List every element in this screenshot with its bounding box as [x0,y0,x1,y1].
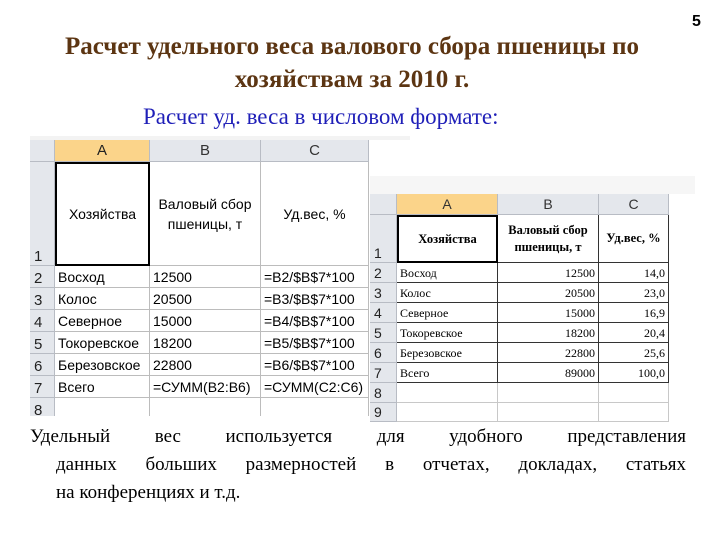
row-header[interactable]: 3 [30,288,55,310]
table-cell[interactable] [599,383,669,403]
table-cell[interactable]: 15000 [498,303,599,323]
table-cell[interactable]: Колос [397,283,498,303]
slide-subtitle: Расчет уд. веса в числовом формате: [143,104,499,129]
table-cell[interactable]: Хозяйства [55,162,150,266]
table-cell[interactable]: 22800 [150,354,261,376]
table-cell[interactable]: Северное [55,310,150,332]
table-cell[interactable]: =B3/$B$7*100 [261,288,369,310]
table-cell[interactable]: =B6/$B$7*100 [261,354,369,376]
table-cell[interactable] [150,398,261,416]
table-cell[interactable]: =СУММ(B2:B6) [150,376,261,398]
select-all-corner[interactable] [30,140,55,162]
table-cell[interactable] [261,398,369,416]
table-cell[interactable] [498,403,599,422]
column-header-c[interactable]: C [261,140,369,162]
row-header[interactable]: 2 [30,266,55,288]
column-header-b[interactable]: B [150,140,261,162]
page-number: 5 [692,13,701,30]
row-header[interactable]: 1 [30,162,55,266]
body-line: данных больших размерностей в отчетах, докладах, статьях [56,454,686,475]
column-header-a[interactable]: A [55,140,150,162]
table-cell[interactable]: =B4/$B$7*100 [261,310,369,332]
row-header[interactable]: 6 [30,354,55,376]
select-all-corner[interactable] [370,194,397,215]
column-header-c[interactable]: C [599,194,669,215]
table-cell[interactable]: 16,9 [599,303,669,323]
row-header[interactable]: 4 [370,303,397,323]
row-header[interactable]: 8 [30,398,55,416]
row-header[interactable]: 1 [370,215,397,263]
row-header[interactable]: 2 [370,263,397,283]
table-cell[interactable]: =СУММ(C2:C6) [261,376,369,398]
table-cell[interactable] [397,403,498,422]
table-cell[interactable]: Березовское [55,354,150,376]
table-cell[interactable] [498,383,599,403]
row-header[interactable]: 4 [30,310,55,332]
table-cell[interactable]: 20500 [498,283,599,303]
table-cell[interactable]: Токоревское [55,332,150,354]
row-header[interactable]: 9 [370,403,397,422]
table-cell[interactable] [397,383,498,403]
formula-spreadsheet [30,136,410,416]
table-cell[interactable]: 23,0 [599,283,669,303]
table-cell[interactable]: 22800 [498,343,599,363]
table-cell[interactable]: 12500 [498,263,599,283]
row-header[interactable]: 3 [370,283,397,303]
column-header-b[interactable]: B [498,194,599,215]
row-header[interactable]: 7 [370,363,397,383]
table-cell[interactable]: Восход [55,266,150,288]
table-cell[interactable]: Колос [55,288,150,310]
column-header-a[interactable]: A [397,194,498,215]
table-cell[interactable]: Валовый сбор пшеницы, т [150,162,261,266]
table-cell[interactable]: 14,0 [599,263,669,283]
body-paragraph [30,423,686,507]
table-cell[interactable]: 18200 [150,332,261,354]
slide-title: Расчет удельного веса валового сбора пшеницы по хозяйствам за 2010 г. [64,33,640,93]
row-header[interactable]: 5 [370,323,397,343]
table-cell[interactable]: 12500 [150,266,261,288]
row-header[interactable]: 5 [30,332,55,354]
table-cell[interactable]: =B2/$B$7*100 [261,266,369,288]
table-cell[interactable]: =B5/$B$7*100 [261,332,369,354]
table-cell[interactable]: 18200 [498,323,599,343]
table-cell[interactable] [599,403,669,422]
row-header[interactable]: 6 [370,343,397,363]
table-cell[interactable]: 20,4 [599,323,669,343]
table-cell[interactable]: Всего [397,363,498,383]
values-spreadsheet [370,176,695,422]
row-header[interactable]: 8 [370,383,397,403]
table-cell[interactable] [55,398,150,416]
body-line: на конференциях и т.д. [56,482,241,503]
row-header[interactable]: 7 [30,376,55,398]
table-cell[interactable]: Всего [55,376,150,398]
table-cell[interactable]: Токоревское [397,323,498,343]
table-cell[interactable]: 15000 [150,310,261,332]
table-cell[interactable]: 20500 [150,288,261,310]
table-cell[interactable]: Валовый сбор пшеницы, т [498,215,599,263]
formula-bar-strip [370,176,695,194]
table-cell[interactable]: Березовское [397,343,498,363]
table-cell[interactable]: Хозяйства [397,215,498,263]
table-cell[interactable]: 89000 [498,363,599,383]
table-cell[interactable]: Северное [397,303,498,323]
table-cell[interactable]: Уд.вес, % [599,215,669,263]
table-cell[interactable]: Уд.вес, % [261,162,369,266]
table-cell[interactable]: 25,6 [599,343,669,363]
table-cell[interactable]: 100,0 [599,363,669,383]
table-cell[interactable]: Восход [397,263,498,283]
body-line: Удельный вес используется для удобного представления [30,426,686,447]
